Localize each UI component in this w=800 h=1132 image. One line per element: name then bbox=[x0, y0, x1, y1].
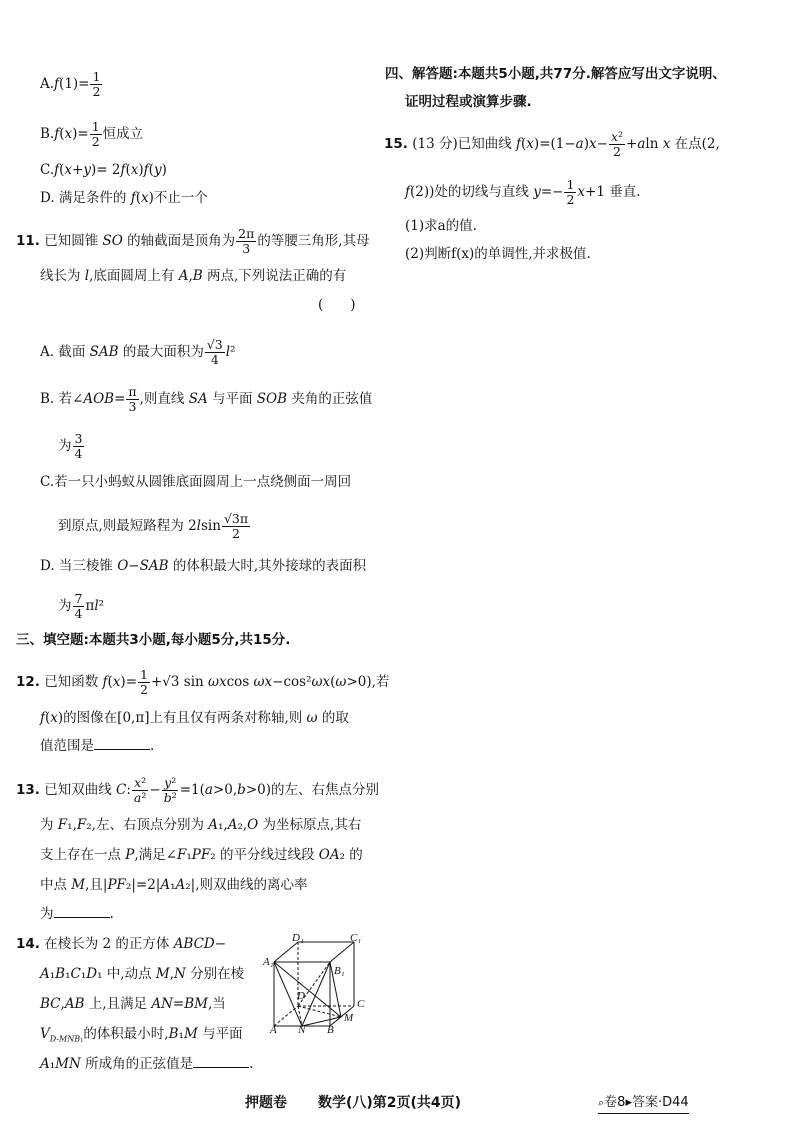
q15-line1: 15. (13 分)已知曲线 f(x)=(1−a)x− $\frac{\text{x²}}{2}$ +aln x 在点(2, bbox=[384, 129, 720, 159]
q13-line3: 支上存在一点 P,满足∠F₁PF₂ 的平分线过线段 OA₂ 的 bbox=[40, 847, 363, 863]
fig-label-n: N bbox=[298, 1024, 306, 1036]
q13-line4: 中点 M,且|PF₂|=2|A₁A₂|,则双曲线的离心率 bbox=[40, 877, 308, 893]
fig-label-c1: C₁ bbox=[350, 932, 362, 944]
q13-line5: 为 . bbox=[40, 906, 114, 922]
fig-label-a: A bbox=[270, 1024, 277, 1036]
q11-answer-paren: ( ) bbox=[318, 297, 356, 313]
q11-stem-line2: 线长为 l,底面圆周上有 A,B 两点,下列说法正确的有 bbox=[40, 268, 347, 284]
q13-line1: 13. 已知双曲线 C: $\frac{\text{x²}}{\text{a²}}$ − $\frac{\text{y²}}{\text{b²}}$ =1(a>0,b>0)的左、右焦点分别 bbox=[16, 775, 379, 805]
q14-line1: 14. 在棱长为 2 的正方体 ABCD− bbox=[16, 936, 227, 952]
section-4-heading-line1: 四、解答题:本题共5小题,共77分.解答应写出文字说明、 bbox=[385, 66, 726, 82]
magnifier-icon: ⌕ bbox=[598, 1096, 605, 1109]
q13-answer-blank[interactable] bbox=[54, 905, 110, 918]
q15-part2: (2)判断f(x)的单调性,并求极值. bbox=[405, 246, 591, 262]
q12-answer-blank[interactable] bbox=[94, 737, 150, 750]
fig-label-b1: B₁ bbox=[334, 965, 345, 977]
q11-option-b-line1: B. 若∠AOB= $\frac{\pi}{3}$ ,则直线 SA 与平面 SOB 夹角的正弦值 bbox=[40, 384, 373, 414]
fig-label-a1: A₁ bbox=[263, 956, 274, 968]
q14-line2: A₁B₁C₁D₁ 中,动点 M,N 分别在棱 bbox=[40, 966, 245, 982]
q11-option-c-line1: C.若一只小蚂蚁从圆锥底面圆周上一点绕侧面一周回 bbox=[40, 474, 352, 490]
section-3-heading: 三、填空题:本题共3小题,每小题5分,共15分. bbox=[16, 632, 291, 648]
footer-answer-code: ⌕卷8▸答案·D44 bbox=[598, 1093, 689, 1114]
q14-line5: A₁MN 所成角的正弦值是 . bbox=[40, 1056, 254, 1072]
fig-label-d1: D₁ bbox=[292, 932, 304, 944]
q12-line2: f(x)的图像在[0,π]上有且仅有两条对称轴,则 ω 的取 bbox=[40, 710, 349, 726]
q10-option-c: C.f(x+y)= 2f(x)f(y) bbox=[40, 162, 167, 178]
q11-option-d-line2: 为 $\frac{7}{4}$ πl² bbox=[58, 591, 105, 621]
fig-label-c: C bbox=[357, 998, 365, 1010]
q11-stem-line1: 11. 已知圆锥 SO 的轴截面是顶角为 $\frac{2\pi}{3}$ 的等腰三角形,其母 bbox=[16, 226, 370, 256]
section-4-heading-line2: 证明过程或演算步骤. bbox=[405, 94, 532, 110]
q11-option-a: A. 截面 SAB 的最大面积为 $\frac{√3}{4}$ l² bbox=[40, 337, 236, 367]
q11-option-c-line2: 到原点,则最短路程为 2lsin $\frac{√3\pi}{2}$ bbox=[58, 511, 249, 541]
footer-subject: 数学(八)第2页(共4页) bbox=[318, 1095, 462, 1111]
q15-part1: (1)求a的值. bbox=[405, 218, 477, 234]
cube-figure bbox=[262, 930, 370, 1045]
q12-line3: 值范围是 . bbox=[40, 738, 155, 754]
q11-option-d-line1: D. 当三棱锥 O−SAB 的体积最大时,其外接球的表面积 bbox=[40, 558, 367, 574]
q15-line2: f(2))处的切线与直线 y=− $\frac{1}{2}$ x+1 垂直. bbox=[405, 177, 641, 207]
q13-line2: 为 F₁,F₂,左、右顶点分别为 A₁,A₂,O 为坐标原点,其右 bbox=[40, 817, 362, 833]
q10-option-d: D. 满足条件的 f(x)不止一个 bbox=[40, 190, 208, 206]
fig-label-m: M bbox=[344, 1012, 354, 1024]
q14-line4: $V_{D-MNB_1}$的体积最小时,B₁M 与平面 bbox=[40, 1026, 243, 1044]
fig-label-d: D bbox=[297, 990, 305, 1002]
q10-option-a: A.f(1)= $\frac{1}{2}$ bbox=[40, 69, 101, 99]
q14-answer-blank[interactable] bbox=[193, 1055, 249, 1068]
q14-line3: BC,AB 上,且满足 AN=BM,当 bbox=[40, 996, 226, 1012]
q10-option-b: B.f(x)= $\frac{1}{2}$ 恒成立 bbox=[40, 119, 144, 149]
footer-label: 押题卷 bbox=[245, 1095, 287, 1111]
q11-option-b-line2: 为 $\frac{3}{4}$ bbox=[58, 431, 83, 461]
fig-label-b: B bbox=[327, 1024, 334, 1036]
q12-line1: 12. 已知函数 f(x)= $\frac{1}{2}$ +√3 sin ωxcos ωx−cos²ωx(ω>0),若 bbox=[16, 667, 390, 697]
